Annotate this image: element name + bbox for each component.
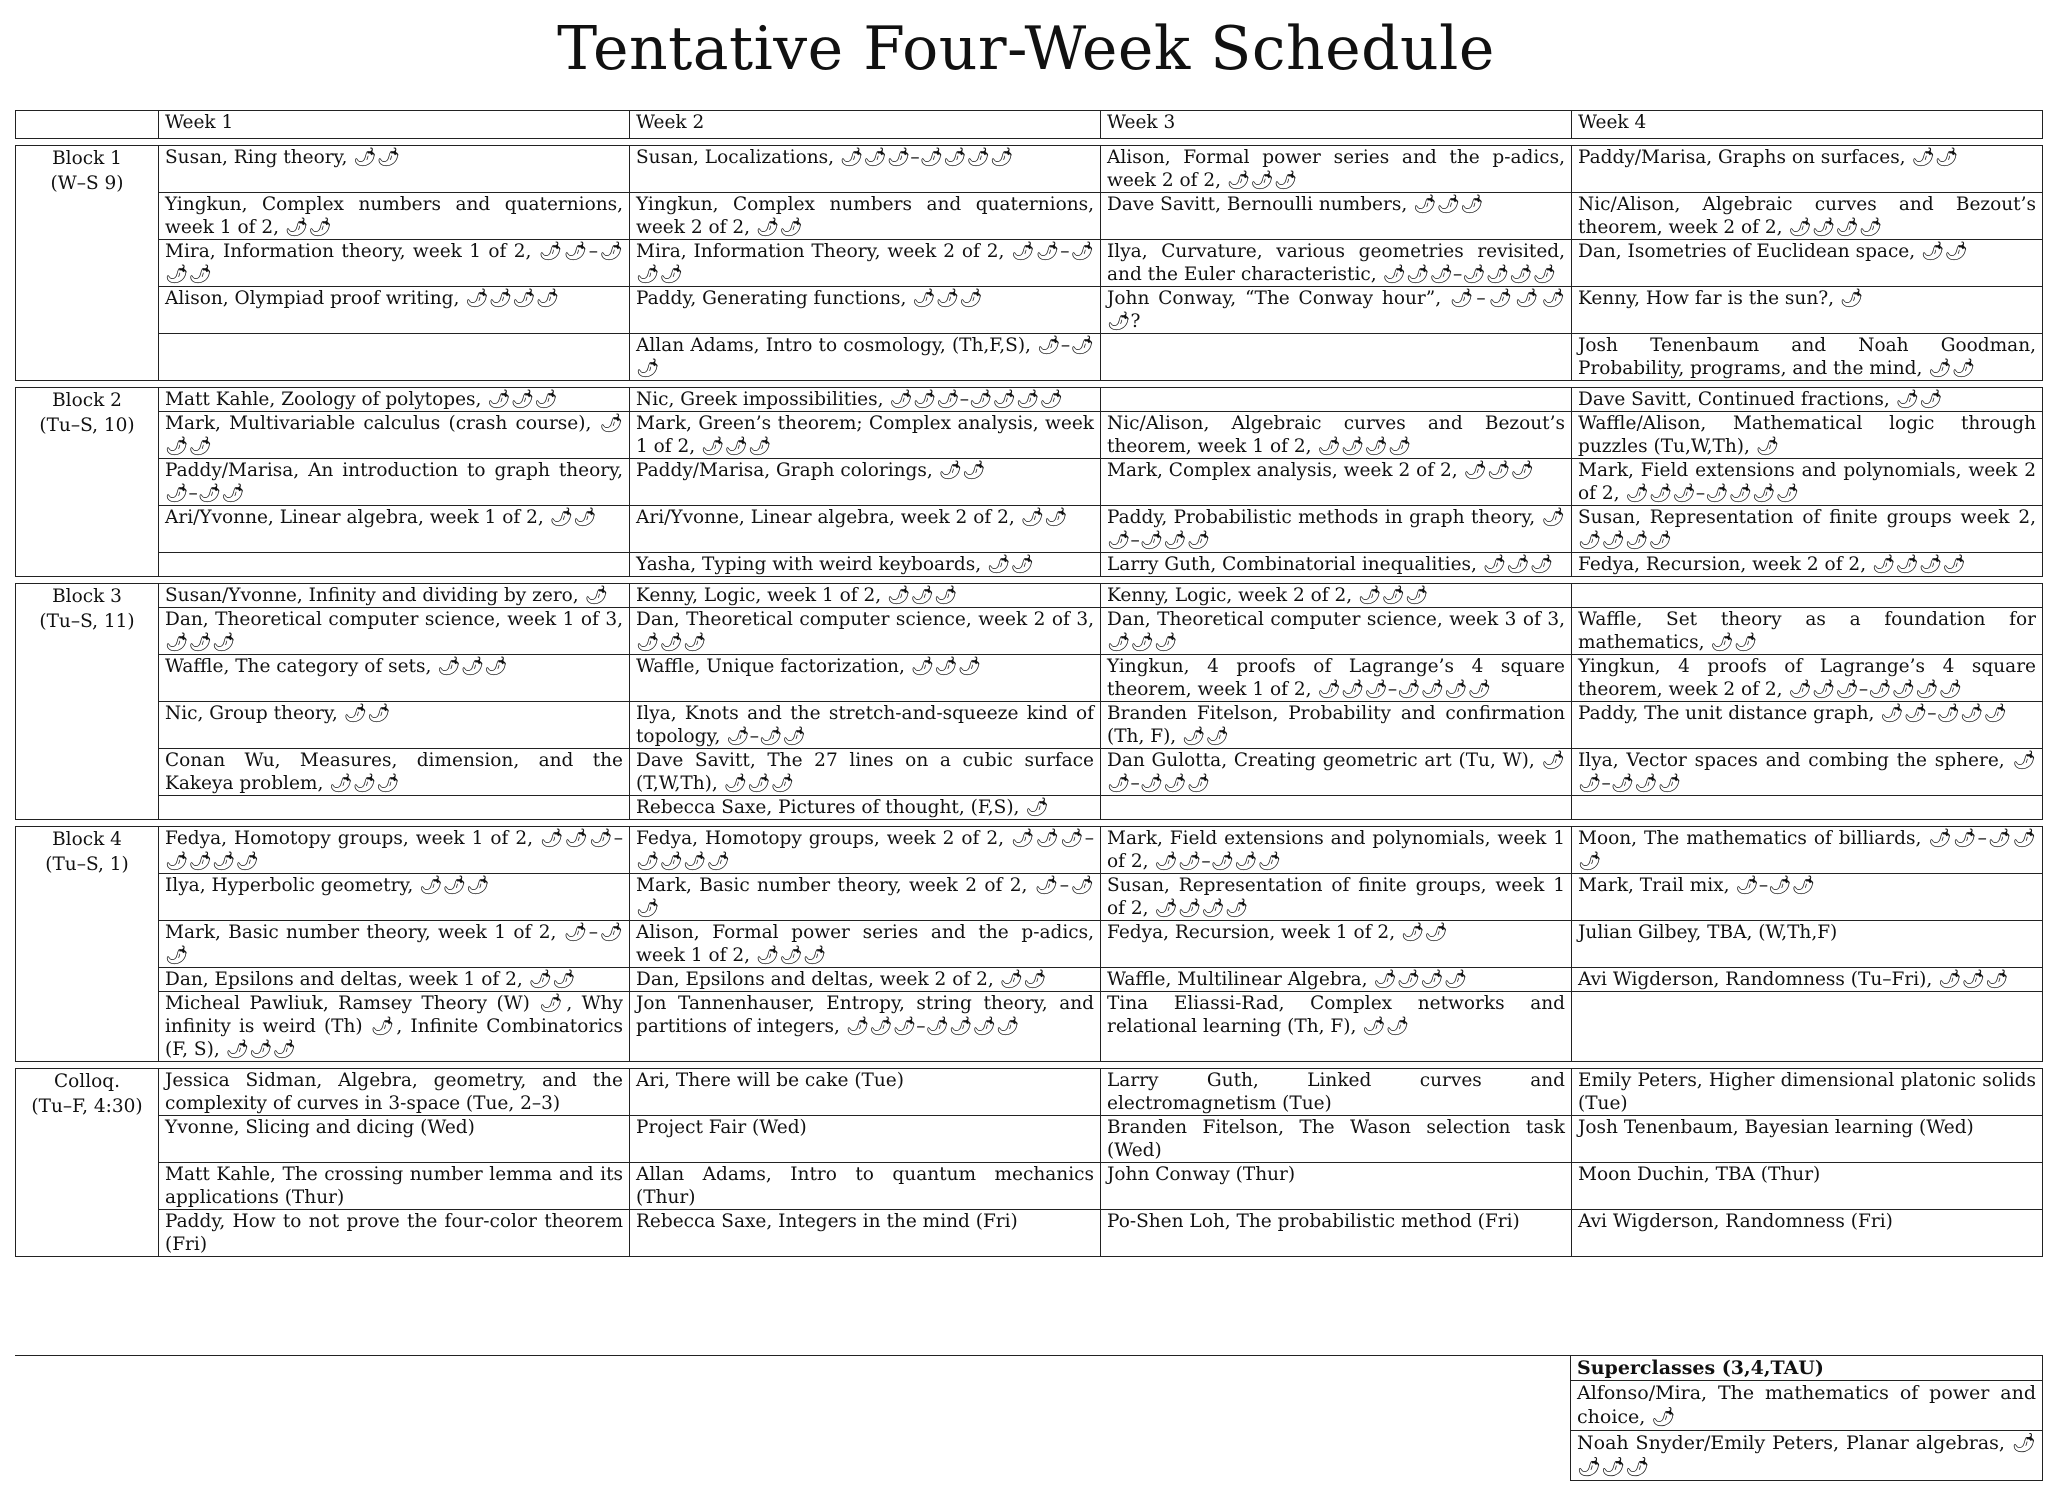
block-name: Block 3 [52,586,122,607]
week-header: Week 4 [1572,110,2043,139]
empty-cell [1101,387,1572,412]
class-cell: Ilya, Curvature, various geometries revisited, and the Euler characteristic, 🌶🌶🌶–🌶🌶🌶🌶 [1101,240,1572,287]
class-cell: Mark, Basic number theory, week 2 of 2, 🌶–🌶🌶 [630,874,1101,921]
superclass-row [1570,1381,2043,1431]
class-cell: Mark, Trail mix, 🌶–🌶🌶 [1572,874,2043,921]
class-cell: Waffle, Multilinear Algebra, 🌶🌶🌶🌶 [1101,968,1572,992]
superclasses-heading-row [1570,1355,2043,1381]
class-cell: Susan, Localizations, 🌶🌶🌶–🌶🌶🌶🌶 [630,145,1101,193]
class-cell: Kenny, Logic, week 2 of 2, 🌶🌶🌶 [1101,583,1572,608]
class-cell: Susan/Yvonne, Infinity and dividing by zero, 🌶 [159,583,630,608]
class-cell: Mark, Complex analysis, week 2 of 2, 🌶🌶🌶 [1101,459,1572,506]
class-cell: Yingkun, Complex numbers and quaternions, week 2 of 2, 🌶🌶 [630,193,1101,240]
class-cell: Waffle/Alison, Mathematical logic through puzzles (Tu,W,Th), 🌶 [1572,412,2043,459]
class-cell: Nic, Group theory, 🌶🌶 [159,702,630,749]
schedule-row [15,968,2043,992]
class-cell: Dan, Epsilons and deltas, week 2 of 2, 🌶🌶 [630,968,1101,992]
schedule-row [15,287,2043,334]
class-cell: Larry Guth, Combinatorial inequalities, 🌶🌶🌶 [1101,553,1572,577]
class-cell: Mira, Information theory, week 1 of 2, 🌶🌶–🌶🌶🌶 [159,240,630,287]
class-cell: Larry Guth, Linked curves and electromagnetism (Tue) [1101,1068,1572,1116]
superclass-row [1570,1431,2043,1481]
class-cell: Project Fair (Wed) [630,1116,1101,1163]
class-cell: Josh Tenenbaum and Noah Goodman, Probability, programs, and the mind, 🌶🌶 [1572,334,2043,381]
class-cell: Mark, Multivariable calculus (crash course), 🌶🌶🌶 [159,412,630,459]
class-cell: Ari/Yvonne, Linear algebra, week 1 of 2, 🌶🌶 [159,506,630,553]
schedule-row [15,1210,2043,1257]
class-cell: Fedya, Homotopy groups, week 2 of 2, 🌶🌶🌶–🌶🌶🌶🌶 [630,826,1101,874]
class-cell: Waffle, The category of sets, 🌶🌶🌶 [159,655,630,702]
class-cell: Moon, The mathematics of billiards, 🌶🌶–🌶🌶🌶 [1572,826,2043,874]
schedule-row [15,334,2043,381]
block-label [15,145,159,381]
schedule-row [15,583,2043,608]
superclass-item: Alfonso/Mira, The mathematics of power and choice, 🌶 [1570,1381,2043,1431]
class-cell: Mira, Information Theory, week 2 of 2, 🌶🌶–🌶🌶🌶 [630,240,1101,287]
block-time: (Tu–S, 1) [45,854,129,875]
class-cell: Allan Adams, Intro to quantum mechanics (Thur) [630,1163,1101,1210]
class-cell: Paddy, The unit distance graph, 🌶🌶–🌶🌶🌶 [1572,702,2043,749]
schedule-row [15,1116,2043,1163]
block-name: Block 4 [52,829,122,850]
schedule-row [15,412,2043,459]
schedule-row [15,193,2043,240]
schedule-row [15,749,2043,796]
class-cell: Waffle, Set theory as a foundation for mathematics, 🌶🌶 [1572,608,2043,655]
class-cell: Branden Fitelson, The Wason selection task (Wed) [1101,1116,1572,1163]
class-cell: Susan, Ring theory, 🌶🌶 [159,145,630,193]
class-cell: Yasha, Typing with weird keyboards, 🌶🌶 [630,553,1101,577]
schedule-table [15,110,2043,1257]
block-time: (Tu–S, 11) [39,611,135,632]
schedule-row [15,874,2043,921]
class-cell: Avi Wigderson, Randomness (Tu–Fri), 🌶🌶🌶 [1572,968,2043,992]
class-cell: John Conway (Thur) [1101,1163,1572,1210]
empty-cell [1101,796,1572,820]
class-cell: Nic/Alison, Algebraic curves and Bezout’s theorem, week 1 of 2, 🌶🌶🌶🌶 [1101,412,1572,459]
class-cell: Ilya, Vector spaces and combing the sphere, 🌶🌶–🌶🌶🌶 [1572,749,2043,796]
class-cell: Paddy/Marisa, Graphs on surfaces, 🌶🌶 [1572,145,2043,193]
empty-cell [1572,583,2043,608]
class-cell: Alison, Formal power series and the p-adics, week 2 of 2, 🌶🌶🌶 [1101,145,1572,193]
class-cell: Conan Wu, Measures, dimension, and the Kakeya problem, 🌶🌶🌶 [159,749,630,796]
class-cell: Fedya, Recursion, week 2 of 2, 🌶🌶🌶🌶 [1572,553,2043,577]
class-cell: Yingkun, Complex numbers and quaternions, week 1 of 2, 🌶🌶 [159,193,630,240]
schedule-row [15,1068,2043,1116]
class-cell: Dave Savitt, Continued fractions, 🌶🌶 [1572,387,2043,412]
empty-cell [1572,796,2043,820]
week-header: Week 3 [1101,110,1572,139]
class-cell: Rebecca Saxe, Pictures of thought, (F,S), 🌶 [630,796,1101,820]
class-cell: Dan Gulotta, Creating geometric art (Tu, W), 🌶🌶–🌶🌶🌶 [1101,749,1572,796]
class-cell: Branden Fitelson, Probability and confirmation (Th, F), 🌶🌶 [1101,702,1572,749]
corner-cell [15,110,159,139]
class-cell: Po-Shen Loh, The probabilistic method (Fri) [1101,1210,1572,1257]
block-time: (Tu–F, 4:30) [31,1096,143,1117]
block-label [15,387,159,577]
class-cell: Yingkun, 4 proofs of Lagrange’s 4 square theorem, week 1 of 2, 🌶🌶🌶–🌶🌶🌶🌶 [1101,655,1572,702]
class-cell: Paddy/Marisa, An introduction to graph theory, 🌶–🌶🌶 [159,459,630,506]
class-cell: Waffle, Unique factorization, 🌶🌶🌶 [630,655,1101,702]
schedule-row [15,826,2043,874]
empty-cell [1101,334,1572,381]
class-cell: Ilya, Knots and the stretch-and-squeeze kind of topology, 🌶–🌶🌶 [630,702,1101,749]
schedule-row [15,796,2043,820]
class-cell: Nic, Greek impossibilities, 🌶🌶🌶–🌶🌶🌶🌶 [630,387,1101,412]
block-name: Block 1 [52,148,122,169]
schedule-row [15,655,2043,702]
schedule-row [15,145,2043,193]
class-cell: Dave Savitt, The 27 lines on a cubic surface (T,W,Th), 🌶🌶🌶 [630,749,1101,796]
class-cell: Susan, Representation of finite groups week 2, 🌶🌶🌶🌶 [1572,506,2043,553]
class-cell: Moon Duchin, TBA (Thur) [1572,1163,2043,1210]
schedule-row [15,553,2043,577]
bottom-rule [15,1355,1570,1356]
class-cell: Fedya, Recursion, week 1 of 2, 🌶🌶 [1101,921,1572,968]
schedule-row [15,992,2043,1062]
class-cell: Dave Savitt, Bernoulli numbers, 🌶🌶🌶 [1101,193,1572,240]
class-cell: Yvonne, Slicing and dicing (Wed) [159,1116,630,1163]
page-title: Tentative Four-Week Schedule [557,14,1495,84]
class-cell: Fedya, Homotopy groups, week 1 of 2, 🌶🌶🌶–🌶🌶🌶🌶 [159,826,630,874]
class-cell: Dan, Theoretical computer science, week 1 of 3, 🌶🌶🌶 [159,608,630,655]
schedule-row [15,506,2043,553]
class-cell: Allan Adams, Intro to cosmology, (Th,F,S), 🌶–🌶🌶 [630,334,1101,381]
class-cell: Ari/Yvonne, Linear algebra, week 2 of 2, 🌶🌶 [630,506,1101,553]
class-cell: Tina Eliassi-Rad, Complex networks and relational learning (Th, F), 🌶🌶 [1101,992,1572,1062]
class-cell: Jessica Sidman, Algebra, geometry, and the complexity of curves in 3-space (Tue, 2–3) [159,1068,630,1116]
class-cell: Josh Tenenbaum, Bayesian learning (Wed) [1572,1116,2043,1163]
class-cell: Susan, Representation of finite groups, week 1 of 2, 🌶🌶🌶🌶 [1101,874,1572,921]
class-cell: Dan, Theoretical computer science, week 2 of 3, 🌶🌶🌶 [630,608,1101,655]
schedule-row [15,459,2043,506]
schedule-row [15,387,2043,412]
block-name: Block 2 [52,390,122,411]
class-cell: Matt Kahle, The crossing number lemma and its applications (Thur) [159,1163,630,1210]
class-cell: Yingkun, 4 proofs of Lagrange’s 4 square theorem, week 2 of 2, 🌶🌶🌶–🌶🌶🌶🌶 [1572,655,2043,702]
schedule-row [15,608,2043,655]
schedule-row [15,921,2043,968]
schedule-row [15,240,2043,287]
class-cell: Nic/Alison, Algebraic curves and Bezout’s theorem, week 2 of 2, 🌶🌶🌶🌶 [1572,193,2043,240]
class-cell: Ilya, Hyperbolic geometry, 🌶🌶🌶 [159,874,630,921]
class-cell: Paddy, How to not prove the four-color theorem (Fri) [159,1210,630,1257]
class-cell: Micheal Pawliuk, Ramsey Theory (W) 🌶, Why infinity is weird (Th) 🌶, Infinite Combinatorics (F, S), 🌶🌶🌶 [159,992,630,1062]
week-header: Week 2 [630,110,1101,139]
schedule-row [15,1163,2043,1210]
class-cell: Avi Wigderson, Randomness (Fri) [1572,1210,2043,1257]
superclass-item: Noah Snyder/Emily Peters, Planar algebras, 🌶🌶🌶🌶 [1570,1431,2043,1481]
schedule-body [15,110,2043,1257]
block-time: (W–S 9) [50,173,124,194]
superclasses-heading: Superclasses (3,4,TAU) [1570,1355,2043,1381]
empty-cell [1572,992,2043,1062]
class-cell: Dan, Theoretical computer science, week 3 of 3, 🌶🌶🌶 [1101,608,1572,655]
class-cell: Dan, Epsilons and deltas, week 1 of 2, 🌶🌶 [159,968,630,992]
block-name: Colloq. [54,1071,120,1092]
class-cell: Paddy/Marisa, Graph colorings, 🌶🌶 [630,459,1101,506]
class-cell: Kenny, How far is the sun?, 🌶 [1572,287,2043,334]
week-header-row [15,110,2043,139]
class-cell: Mark, Green’s theorem; Complex analysis, week 1 of 2, 🌶🌶🌶 [630,412,1101,459]
superclasses-table [1570,1355,2043,1481]
class-cell: Alison, Formal power series and the p-adics, week 1 of 2, 🌶🌶🌶 [630,921,1101,968]
class-cell: Paddy, Generating functions, 🌶🌶🌶 [630,287,1101,334]
class-cell: Paddy, Probabilistic methods in graph theory, 🌶🌶–🌶🌶🌶 [1101,506,1572,553]
empty-cell [159,334,630,381]
class-cell: Jon Tannenhauser, Entropy, string theory, and partitions of integers, 🌶🌶🌶–🌶🌶🌶🌶 [630,992,1101,1062]
class-cell: Dan, Isometries of Euclidean space, 🌶🌶 [1572,240,2043,287]
empty-cell [159,796,630,820]
block-label [15,1068,159,1257]
schedule-row [15,702,2043,749]
block-label [15,826,159,1062]
block-label [15,583,159,820]
class-cell: Matt Kahle, Zoology of polytopes, 🌶🌶🌶 [159,387,630,412]
empty-cell [159,553,630,577]
class-cell: Alison, Olympiad proof writing, 🌶🌶🌶🌶 [159,287,630,334]
class-cell: Mark, Basic number theory, week 1 of 2, 🌶–🌶🌶 [159,921,630,968]
class-cell: Rebecca Saxe, Integers in the mind (Fri) [630,1210,1101,1257]
class-cell: Mark, Field extensions and polynomials, week 1 of 2, 🌶🌶–🌶🌶🌶 [1101,826,1572,874]
class-cell: Julian Gilbey, TBA, (W,Th,F) [1572,921,2043,968]
class-cell: Emily Peters, Higher dimensional platonic solids (Tue) [1572,1068,2043,1116]
class-cell: Kenny, Logic, week 1 of 2, 🌶🌶🌶 [630,583,1101,608]
block-time: (Tu–S, 10) [39,415,135,436]
class-cell: Ari, There will be cake (Tue) [630,1068,1101,1116]
class-cell: Mark, Field extensions and polynomials, week 2 of 2, 🌶🌶🌶–🌶🌶🌶🌶 [1572,459,2043,506]
class-cell: John Conway, “The Conway hour”, 🌶–🌶🌶🌶🌶? [1101,287,1572,334]
week-header: Week 1 [159,110,630,139]
